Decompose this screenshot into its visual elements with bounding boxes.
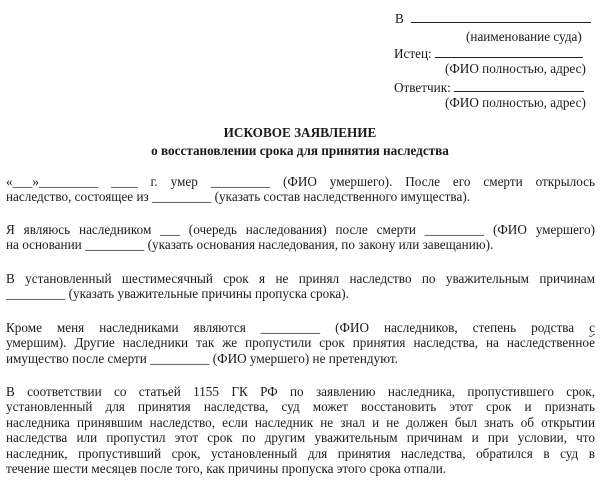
- court-caption: (наименование суда): [466, 29, 582, 44]
- paragraph-heir-status: [6, 222, 595, 253]
- defendant-blank-line: [454, 79, 584, 92]
- paragraph-legal-basis: [6, 384, 595, 476]
- paragraph-line: на основании _________ (указать основания наследования, по закону или завещанию).: [6, 237, 494, 253]
- document-title: ИСКОВОЕ ЗАЯВЛЕНИЕ: [223, 125, 377, 140]
- paragraph-line: «___»_________ ____ г. умер _________ (ФИО умершего). После его смерти открылось: [6, 174, 595, 189]
- paragraph-death-date: [6, 174, 595, 205]
- paragraph-line: установленный для принятия наследства, суд может восстановить этот срок и признать: [6, 399, 595, 415]
- paragraph-line: наследника принявшим наследство, если наследник не знал и не должен был знать об открытии: [6, 414, 595, 430]
- paragraph-line: Я являюсь наследником ___ (очередь наследования) после смерти _________ (ФИО умершего): [6, 222, 595, 237]
- spellcheck-mark: с: [589, 320, 595, 335]
- paragraph-other-heirs: [6, 320, 595, 366]
- paragraph-line: наследство, состоящее из _________ (указать состав наследственного имущества).: [6, 189, 471, 205]
- defendant-caption: (ФИО полностью, адрес): [445, 95, 586, 110]
- paragraph-line: _________ (указать уважительные причины пропуска срока).: [6, 286, 349, 302]
- plaintiff-label: Истец:: [394, 46, 432, 61]
- defendant-label: Ответчик:: [394, 80, 451, 95]
- paragraph-line: В соответствии со статьей 1155 ГК РФ по заявлению наследника, пропустившего срок,: [6, 384, 595, 399]
- paragraph-line-main: Кроме меня наследниками являются _________ (ФИО наследников, степень родства: [6, 320, 590, 335]
- paragraph-line: наследник, пропустивший срок, установленный для принятия наследства, обратился в суд в: [6, 445, 595, 461]
- paragraph-line: имущество после смерти _________ (ФИО умершего) не претендуют.: [6, 350, 398, 366]
- court-line: [395, 10, 591, 26]
- paragraph-missed-deadline: [6, 271, 595, 302]
- plaintiff-line: [394, 45, 583, 61]
- defendant-line: [394, 79, 584, 95]
- paragraph-line: умершим). Другие наследники так же пропустили срок принятия наследства, на наследственное: [6, 335, 595, 351]
- paragraph-line: течение шести месяцев после того, как причины пропуска этого срока отпали.: [6, 461, 447, 477]
- paragraph-line: В установленный шестимесячный срок я не принял наследство по уважительным причинам: [6, 271, 595, 286]
- paragraph-line: [6, 320, 595, 335]
- paragraph-line: наследства или пропустил этот срок по другим уважительным причинам и при условии, что: [6, 430, 595, 446]
- court-blank-line: [411, 10, 591, 23]
- plaintiff-blank-line: [435, 45, 583, 58]
- court-prefix: В: [395, 11, 404, 26]
- plaintiff-caption: (ФИО полностью, адрес): [445, 61, 586, 76]
- document-subtitle: о восстановлении срока для принятия наследства: [151, 143, 449, 158]
